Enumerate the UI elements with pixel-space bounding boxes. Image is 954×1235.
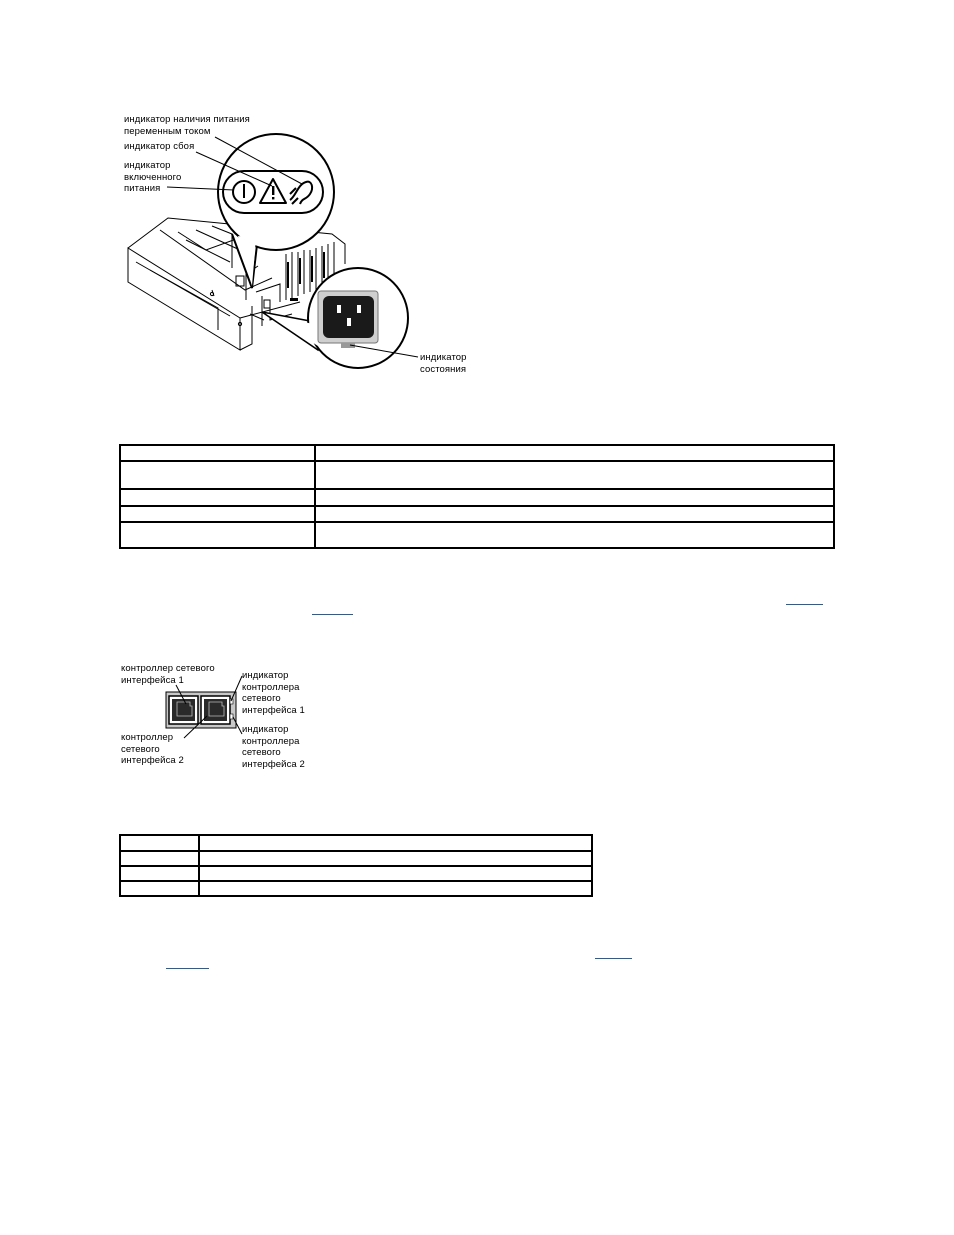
table-row — [120, 522, 834, 548]
table-cell — [120, 506, 315, 522]
table-cell — [315, 506, 834, 522]
label-line: интерфейса 2 — [242, 758, 305, 770]
table-cell — [120, 866, 199, 881]
table-cell — [199, 835, 592, 851]
table-row — [120, 866, 592, 881]
power-supply-illustration — [0, 0, 954, 400]
ac-receptacle-icon — [318, 291, 378, 343]
nic2-indicator-label — [242, 724, 305, 770]
label-line: контроллер сетевого — [121, 663, 215, 674]
table-cell — [315, 489, 834, 506]
table-cell — [315, 522, 834, 548]
label-line: индикатор — [420, 352, 467, 363]
cross-reference-link[interactable] — [786, 604, 823, 605]
table-row — [120, 835, 592, 851]
label-line: интерфейса 1 — [121, 674, 184, 686]
table-row — [120, 881, 592, 896]
table-cell — [120, 522, 315, 548]
label-line: состояния — [420, 363, 467, 375]
label-line: интерфейса 1 — [242, 704, 305, 716]
cross-reference-link[interactable] — [595, 958, 632, 959]
power-on-indicator-label — [124, 160, 181, 195]
table-cell — [315, 445, 834, 461]
table-cell — [120, 445, 315, 461]
table-cell — [120, 489, 315, 506]
label-line: индикатор — [124, 160, 171, 171]
power-indicator-table — [119, 444, 835, 549]
label-line: сетевого — [242, 747, 281, 758]
table-row — [120, 445, 834, 461]
label-line: питания — [124, 183, 161, 194]
label-line: включенного — [124, 171, 182, 183]
table-cell — [120, 461, 315, 489]
nic-indicator-table — [119, 834, 593, 897]
cross-reference-link[interactable] — [312, 614, 353, 615]
nic2-label — [121, 732, 184, 767]
nic1-indicator-label — [242, 670, 305, 716]
power-supply-figure — [0, 0, 954, 400]
status-indicator-label — [420, 352, 467, 375]
table-row — [120, 461, 834, 489]
label-line: интерфейса 2 — [121, 755, 184, 766]
label-line: сетевого — [121, 743, 160, 755]
nic-figure — [0, 650, 954, 780]
label-line: контроллер — [121, 732, 174, 743]
table-row — [120, 506, 834, 522]
label-line: индикатор наличия питания — [124, 114, 250, 125]
table-cell — [120, 851, 199, 866]
table-row — [120, 489, 834, 506]
label-line: индикатор — [242, 670, 289, 681]
label-line: контроллера — [242, 735, 300, 747]
nic1-label — [121, 663, 215, 686]
nic2-indicator-led — [230, 714, 233, 719]
table-cell — [199, 881, 592, 896]
label-line: переменным током — [124, 125, 211, 137]
table-cell — [199, 851, 592, 866]
table-cell — [120, 881, 199, 896]
cross-reference-link[interactable] — [166, 968, 209, 969]
table-cell — [315, 461, 834, 489]
ac-power-indicator-label — [124, 114, 250, 137]
label-line: индикатор — [242, 724, 289, 735]
label-line: сетевого — [242, 693, 281, 704]
table-cell — [120, 835, 199, 851]
table-row — [120, 851, 592, 866]
fault-indicator-label: индикатор сбоя — [124, 141, 195, 152]
table-cell — [199, 866, 592, 881]
label-line: контроллера — [242, 681, 300, 693]
nic2-port-icon — [201, 696, 230, 724]
